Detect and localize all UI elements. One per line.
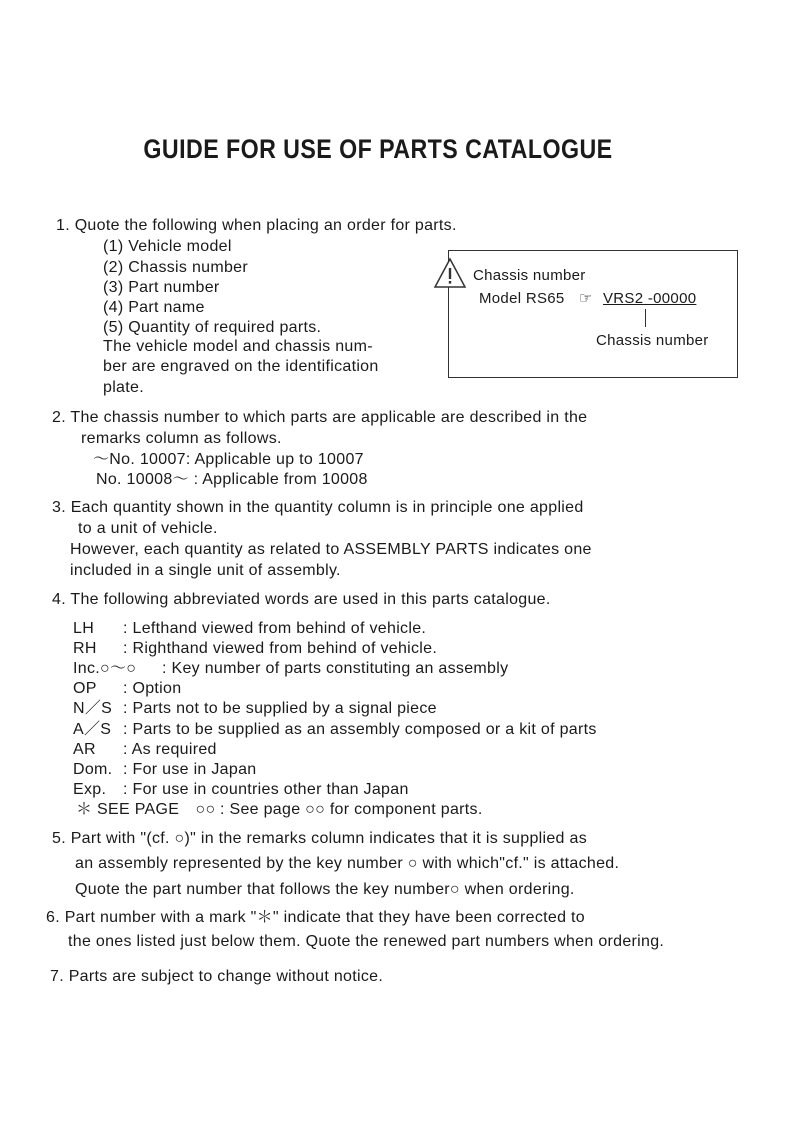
abbrev-term: ＊ SEE PAGE ○○ — [76, 801, 216, 818]
section-5-line: an assembly represented by the key number ○ with which"cf." is attached. — [75, 855, 620, 872]
section-2-line: remarks column as follows. — [81, 430, 282, 447]
section-2-range: No. 10008～ : Applicable from 10008 — [96, 471, 368, 488]
section-1-note-line: plate. — [103, 379, 144, 396]
identification-plate-box — [448, 250, 738, 378]
abbrev-def: : Righthand viewed from behind of vehicle. — [123, 640, 438, 657]
section-1-item: (4) Part name — [103, 299, 205, 316]
abbrev-def: : Parts not to be supplied by a signal piece — [123, 700, 437, 717]
section-6-line: 6. Part number with a mark "＊" indicate that they have been corrected to — [46, 909, 585, 926]
pointing-hand-icon: ☞ — [579, 290, 593, 307]
abbrev-term: Exp. — [73, 781, 107, 798]
section-2-range: ～No. 10007: Applicable up to 10007 — [93, 451, 364, 468]
section-1-note-line: The vehicle model and chassis num- — [103, 338, 373, 355]
abbrev-def: : Key number of parts constituting an assembly — [162, 660, 509, 677]
abbrev-term: LH — [73, 620, 95, 637]
section-3-line: However, each quantity as related to ASSEMBLY PARTS indicates one — [70, 541, 592, 558]
section-1-item: (1) Vehicle model — [103, 238, 232, 255]
section-3-line: 3. Each quantity shown in the quantity column is in principle one applied — [52, 499, 584, 516]
section-1-note-line: ber are engraved on the identification — [103, 358, 379, 375]
abbrev-def: : Lefthand viewed from behind of vehicle. — [123, 620, 427, 637]
warning-triangle-icon — [433, 257, 467, 289]
section-4-intro: 4. The following abbreviated words are used in this parts catalogue. — [52, 591, 551, 608]
section-5-line: 5. Part with "(cf. ○)" in the remarks column indicates that it is supplied as — [52, 830, 587, 847]
abbrev-def: : Parts to be supplied as an assembly composed or a kit of parts — [123, 721, 597, 738]
plate-model: Model RS65 — [479, 290, 565, 307]
section-5-line: Quote the part number that follows the key number○ when ordering. — [75, 881, 575, 898]
plate-chassis-number: VRS2 -00000 — [603, 290, 697, 307]
section-3-line: included in a single unit of assembly. — [70, 562, 341, 579]
abbrev-term: Dom. — [73, 761, 113, 778]
abbrev-def: : As required — [123, 741, 217, 758]
page-title: GUIDE FOR USE OF PARTS CATALOGUE — [143, 134, 613, 164]
section-3-line: to a unit of vehicle. — [78, 520, 218, 537]
abbrev-term: N／S — [73, 700, 113, 717]
section-1-item: (3) Part number — [103, 279, 220, 296]
abbrev-def: : For use in countries other than Japan — [123, 781, 409, 798]
abbrev-def: : For use in Japan — [123, 761, 257, 778]
abbrev-def: : See page ○○ for component parts. — [220, 801, 483, 818]
abbrev-def: : Option — [123, 680, 182, 697]
abbrev-term: Inc.○～○ — [73, 660, 137, 677]
abbrev-term: RH — [73, 640, 97, 657]
plate-heading: Chassis number — [473, 267, 586, 284]
section-1-item: (5) Quantity of required parts. — [103, 319, 322, 336]
plate-caption: Chassis number — [596, 332, 709, 349]
section-2-line: 2. The chassis number to which parts are applicable are described in the — [52, 409, 588, 426]
section-6-line: the ones listed just below them. Quote the renewed part numbers when ordering. — [68, 933, 665, 950]
section-7-line: 7. Parts are subject to change without notice. — [50, 968, 384, 985]
section-1-intro: 1. Quote the following when placing an order for parts. — [56, 217, 457, 234]
callout-line — [645, 309, 646, 327]
abbrev-term: A／S — [73, 721, 112, 738]
section-1-item: (2) Chassis number — [103, 259, 249, 276]
abbrev-term: AR — [73, 741, 96, 758]
abbrev-term: OP — [73, 680, 97, 697]
